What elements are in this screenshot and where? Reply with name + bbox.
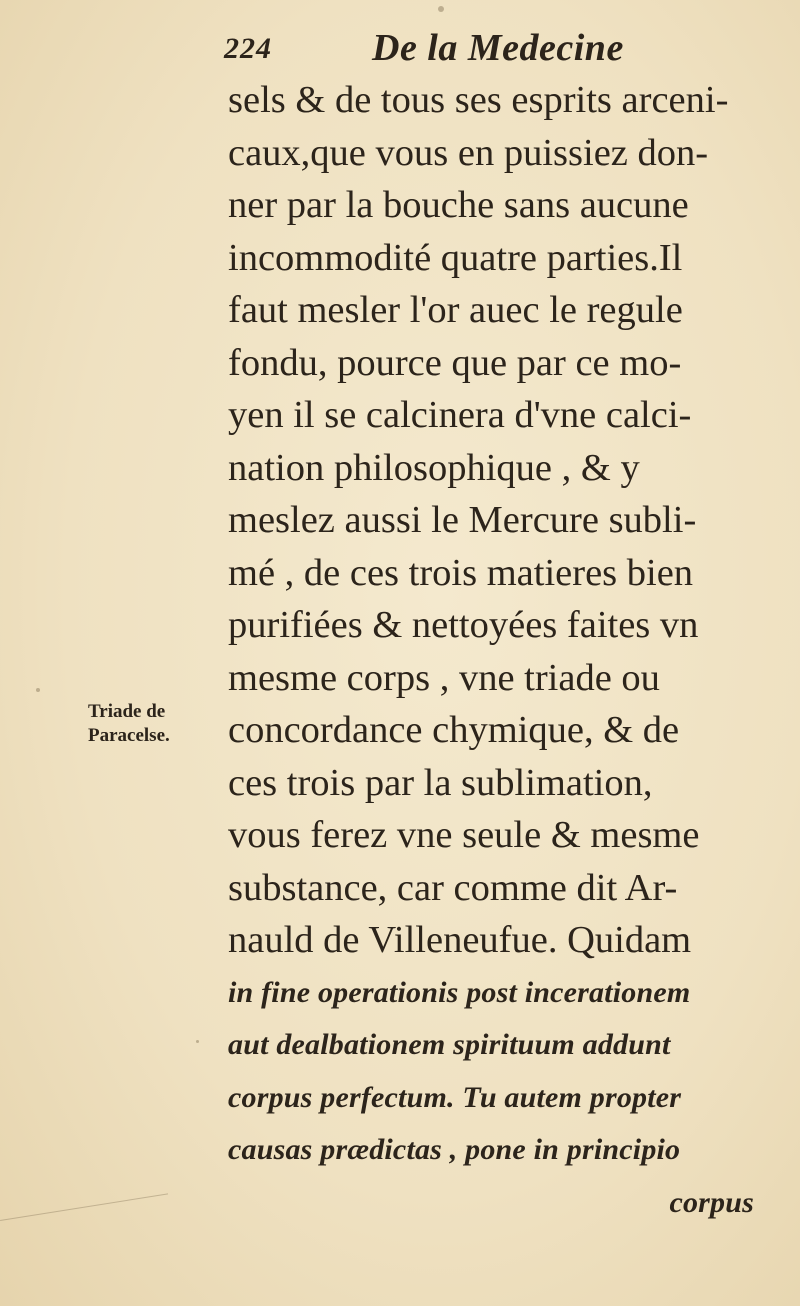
margin-note-line: Paracelse. (88, 725, 170, 746)
paper-crease (0, 1193, 168, 1221)
text-line: substance, car comme dit Ar- (228, 866, 678, 909)
catchword: corpus (669, 1185, 754, 1219)
text-line: mé , de ces trois matieres bien (228, 551, 694, 594)
margin-note (88, 700, 218, 748)
text-line: fondu, pource que par ce mo- (228, 341, 682, 384)
text-line: nauld de Villeneufue. Quidam (228, 919, 692, 961)
latin-text-line: in fine operationis post incerationem (228, 975, 691, 1009)
text-line: ces trois par la sublimation, (228, 761, 653, 804)
text-line: nation philosophique , & y (228, 446, 640, 489)
paper-speck (196, 1040, 199, 1043)
margin-note-line: Triade de (88, 701, 166, 722)
latin-text-line: aut dealbationem spirituum addunt (228, 1028, 671, 1061)
text-line: concordance chymique, & de (228, 709, 680, 751)
running-title: De la Medecine (372, 27, 624, 69)
text-line: purifiées & nettoyées faites vn (228, 604, 699, 646)
text-line: yen il se calcinera d'vne calci- (228, 394, 692, 436)
page-number: 224 (224, 32, 272, 65)
text-line: sels & de tous ses esprits arceni- (228, 79, 729, 121)
text-line: caux,que vous en puissiez don- (228, 131, 709, 174)
text-line: mesme corps , vne triade ou (228, 656, 660, 699)
text-line: meslez aussi le Mercure subli- (228, 499, 697, 541)
body-text (228, 74, 776, 1229)
latin-text-line: causas prædictas , pone in principio (228, 1133, 681, 1166)
text-line: ner par la bouche sans aucune (228, 184, 689, 226)
page-header (224, 26, 764, 76)
text-line: incommodité quatre parties.Il (228, 236, 683, 279)
text-line: vous ferez vne seule & mesme (228, 814, 700, 856)
text-line: faut mesler l'or auec le regule (228, 289, 683, 331)
paper-speck (36, 688, 40, 692)
paper-speck (438, 6, 444, 12)
latin-text-line: corpus perfectum. Tu autem propter (228, 1080, 682, 1114)
